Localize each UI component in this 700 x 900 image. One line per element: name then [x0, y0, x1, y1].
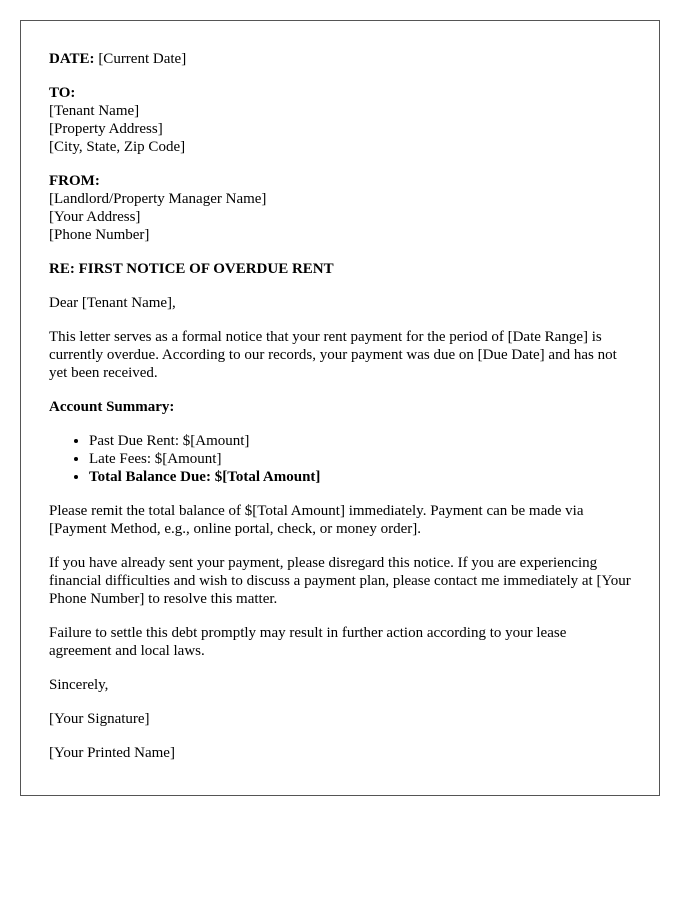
- consequence-paragraph: Failure to settle this debt promptly may result in further action according to your lease agreement and local laws.: [49, 625, 567, 659]
- tenant-name: [Tenant Name]: [49, 103, 140, 119]
- notice-paragraph: This letter serves as a formal notice that your rent payment for the period of [Date Range] is currently overdue. According to our records, your payment was due on [Due Date] and has not yet been received.: [49, 329, 617, 381]
- payment-paragraph: Please remit the total balance of $[Total Amount] immediately. Payment can be made via [Payment Method, e.g., online portal, check, or money order].: [49, 503, 584, 537]
- summary-heading: [49, 398, 631, 416]
- subject-text: RE: FIRST NOTICE OF OVERDUE RENT: [49, 261, 334, 277]
- to-label: TO:: [49, 85, 76, 101]
- hardship-paragraph: If you have already sent your payment, please disregard this notice. If you are experiencing financial difficulties and wish to discuss a payment plan, please contact me immediately at [Your Phone Number] to resolve this matter.: [49, 555, 631, 607]
- summary-item-past-due: • Past Due Rent: $[Amount]: [89, 432, 631, 450]
- letter-page: [20, 20, 660, 796]
- from-label: FROM:: [49, 173, 100, 189]
- sender-block: [49, 172, 631, 244]
- subject-line: [49, 260, 631, 278]
- summary-list: [49, 432, 631, 486]
- sender-phone: [Phone Number]: [49, 227, 150, 243]
- summary-total-text: Total Balance Due: $[Total Amount]: [89, 469, 321, 485]
- date-value: [Current Date]: [98, 51, 187, 67]
- printed-name: [Your Printed Name]: [49, 745, 175, 761]
- date-line: [49, 50, 631, 68]
- city-state-zip: [City, State, Zip Code]: [49, 139, 186, 155]
- signature: [Your Signature]: [49, 711, 150, 727]
- summary-heading-text: Account Summary:: [49, 399, 175, 415]
- sender-address: [Your Address]: [49, 209, 141, 225]
- closing: Sincerely,: [49, 677, 109, 693]
- property-address: [Property Address]: [49, 121, 163, 137]
- summary-item-total: [89, 468, 631, 486]
- summary-item-late-fees: • Late Fees: $[Amount]: [89, 450, 631, 468]
- date-label: DATE:: [49, 51, 95, 67]
- salutation: Dear [Tenant Name],: [49, 295, 176, 311]
- landlord-name: [Landlord/Property Manager Name]: [49, 191, 267, 207]
- recipient-block: [49, 84, 631, 156]
